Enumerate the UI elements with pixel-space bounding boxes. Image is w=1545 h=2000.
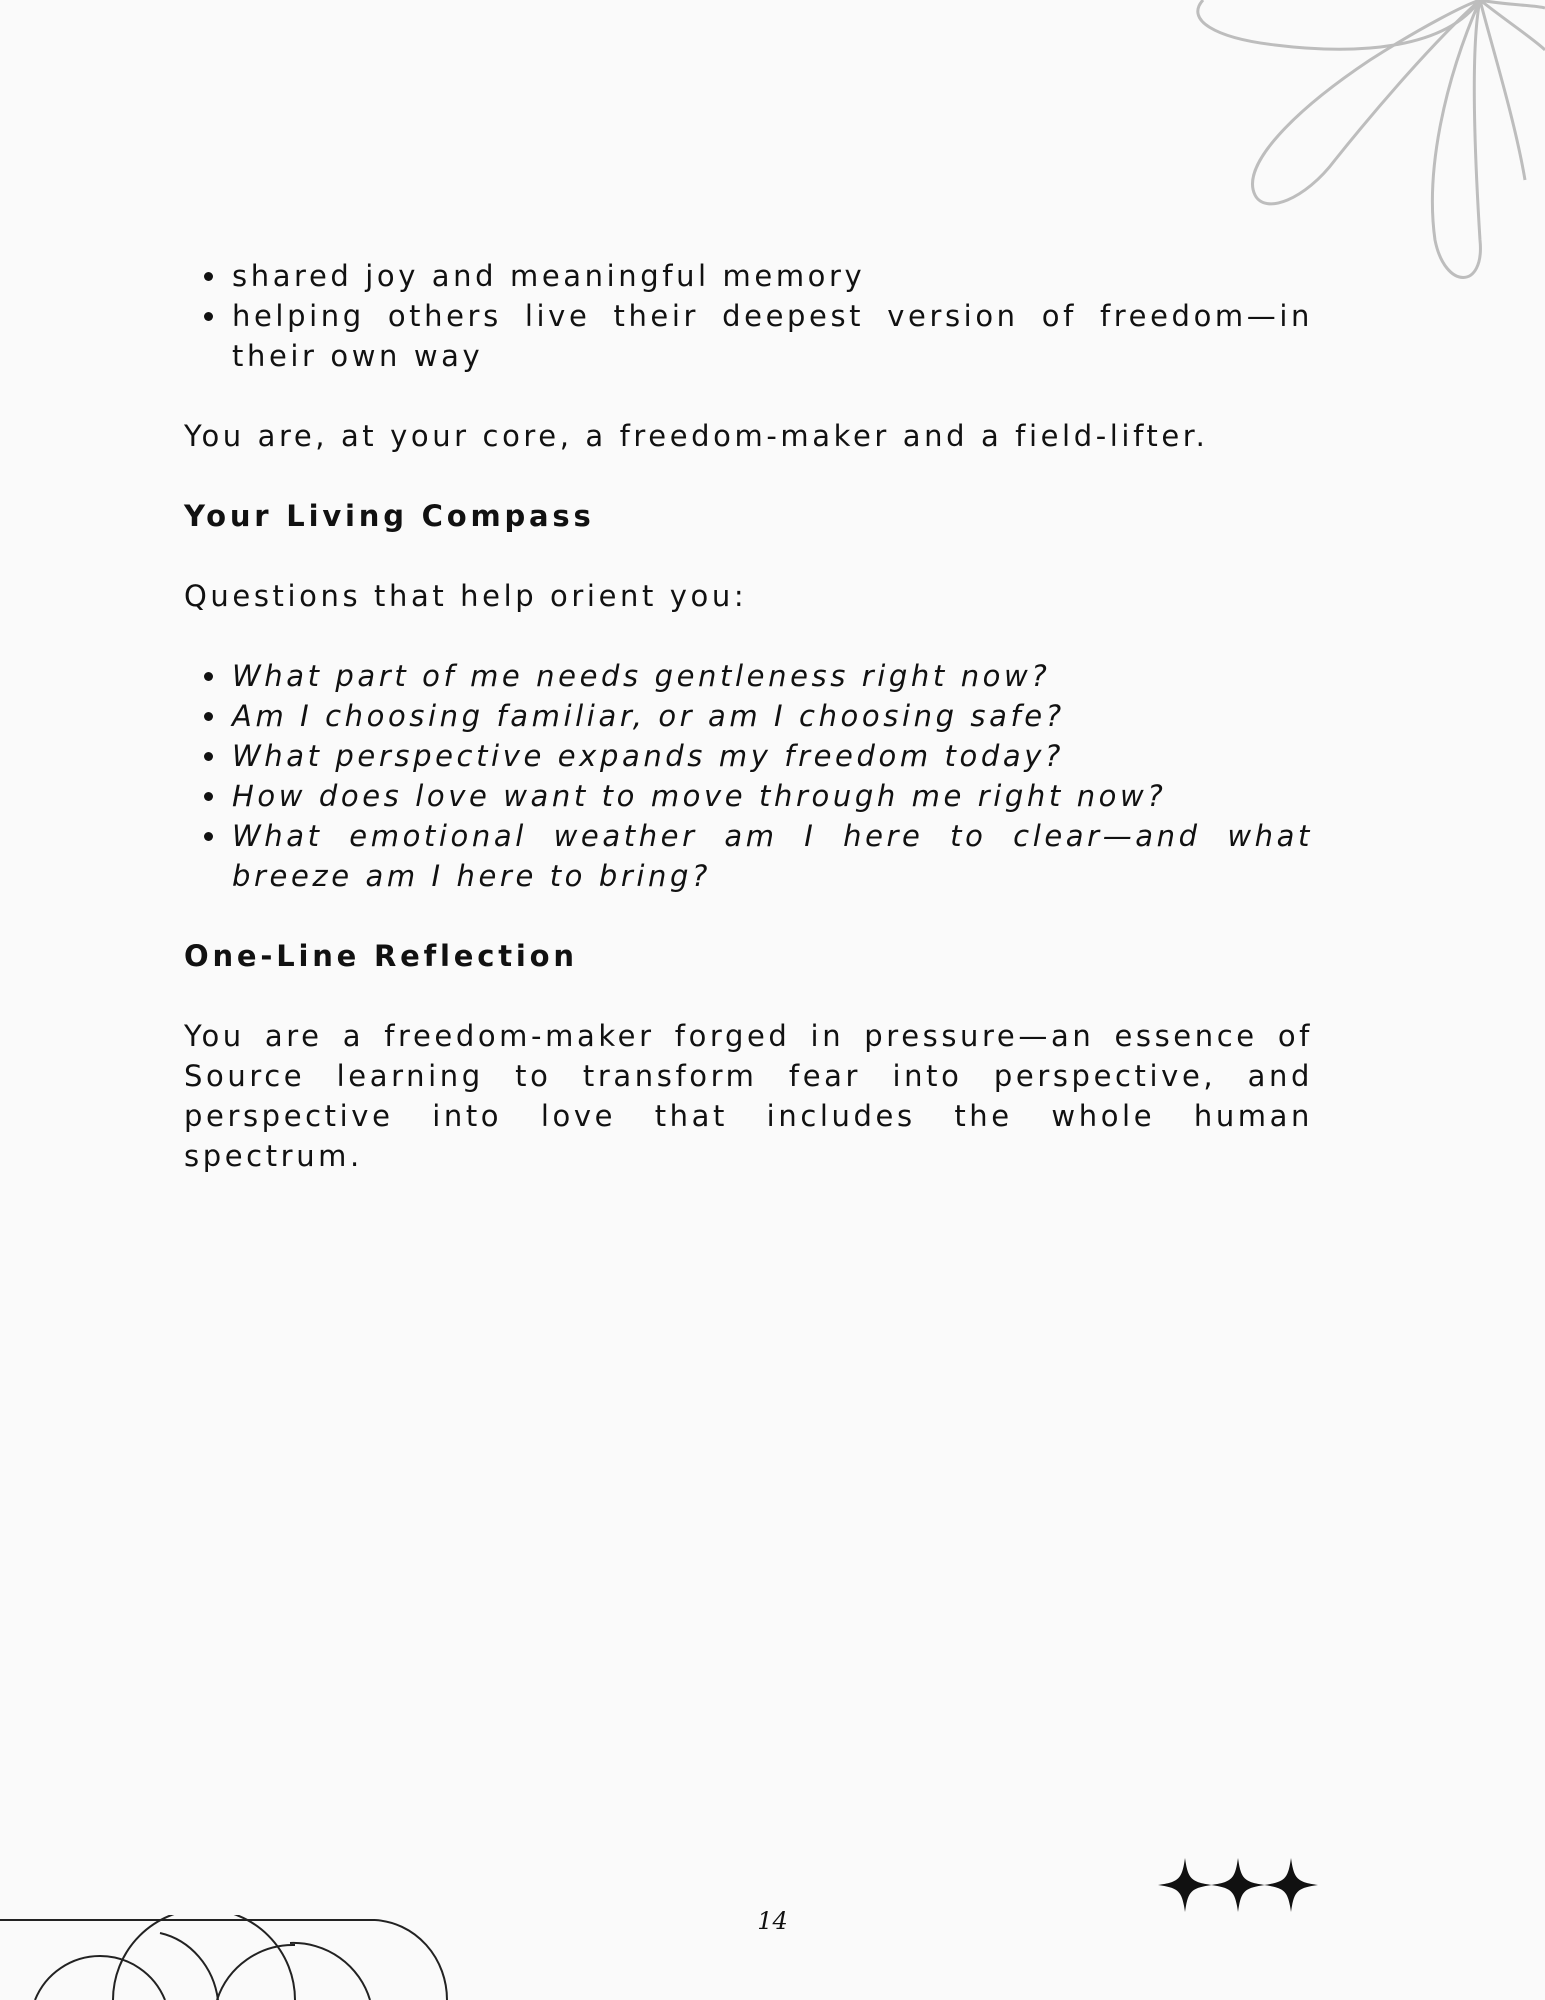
compass-heading: Your Living Compass <box>184 499 595 533</box>
list-item: shared joy and meaningful memory <box>232 256 1313 296</box>
four-point-star-icon <box>1155 1855 1321 1915</box>
main-content <box>184 256 1313 1176</box>
reflection-heading: One-Line Reflection <box>184 939 578 973</box>
list-item: What perspective expands my freedom today? <box>232 736 1313 776</box>
reflection-text: You are a freedom-maker forged in pressure—an essence of Source learning to transform fear into perspective, and perspective into love that includes the whole human spectrum. <box>184 1019 1313 1173</box>
list-item: Am I choosing familiar, or am I choosing safe? <box>232 696 1313 736</box>
flower-outline-icon <box>1145 0 1545 300</box>
list-item: What emotional weather am I here to clear—and what breeze am I here to bring? <box>232 816 1313 896</box>
overlapping-arches-icon <box>0 1915 460 2000</box>
compass-lead: Questions that help orient you: <box>184 579 748 613</box>
list-item: helping others live their deepest version of freedom—in their own way <box>232 296 1313 376</box>
intro-bullet-list <box>184 256 1313 376</box>
list-item: How does love want to move through me right now? <box>232 776 1313 816</box>
page-number: 14 <box>757 1907 788 1935</box>
core-statement: You are, at your core, a freedom-maker and a field-lifter. <box>184 419 1209 453</box>
compass-question-list <box>184 656 1313 896</box>
list-item: What part of me needs gentleness right now? <box>232 656 1313 696</box>
